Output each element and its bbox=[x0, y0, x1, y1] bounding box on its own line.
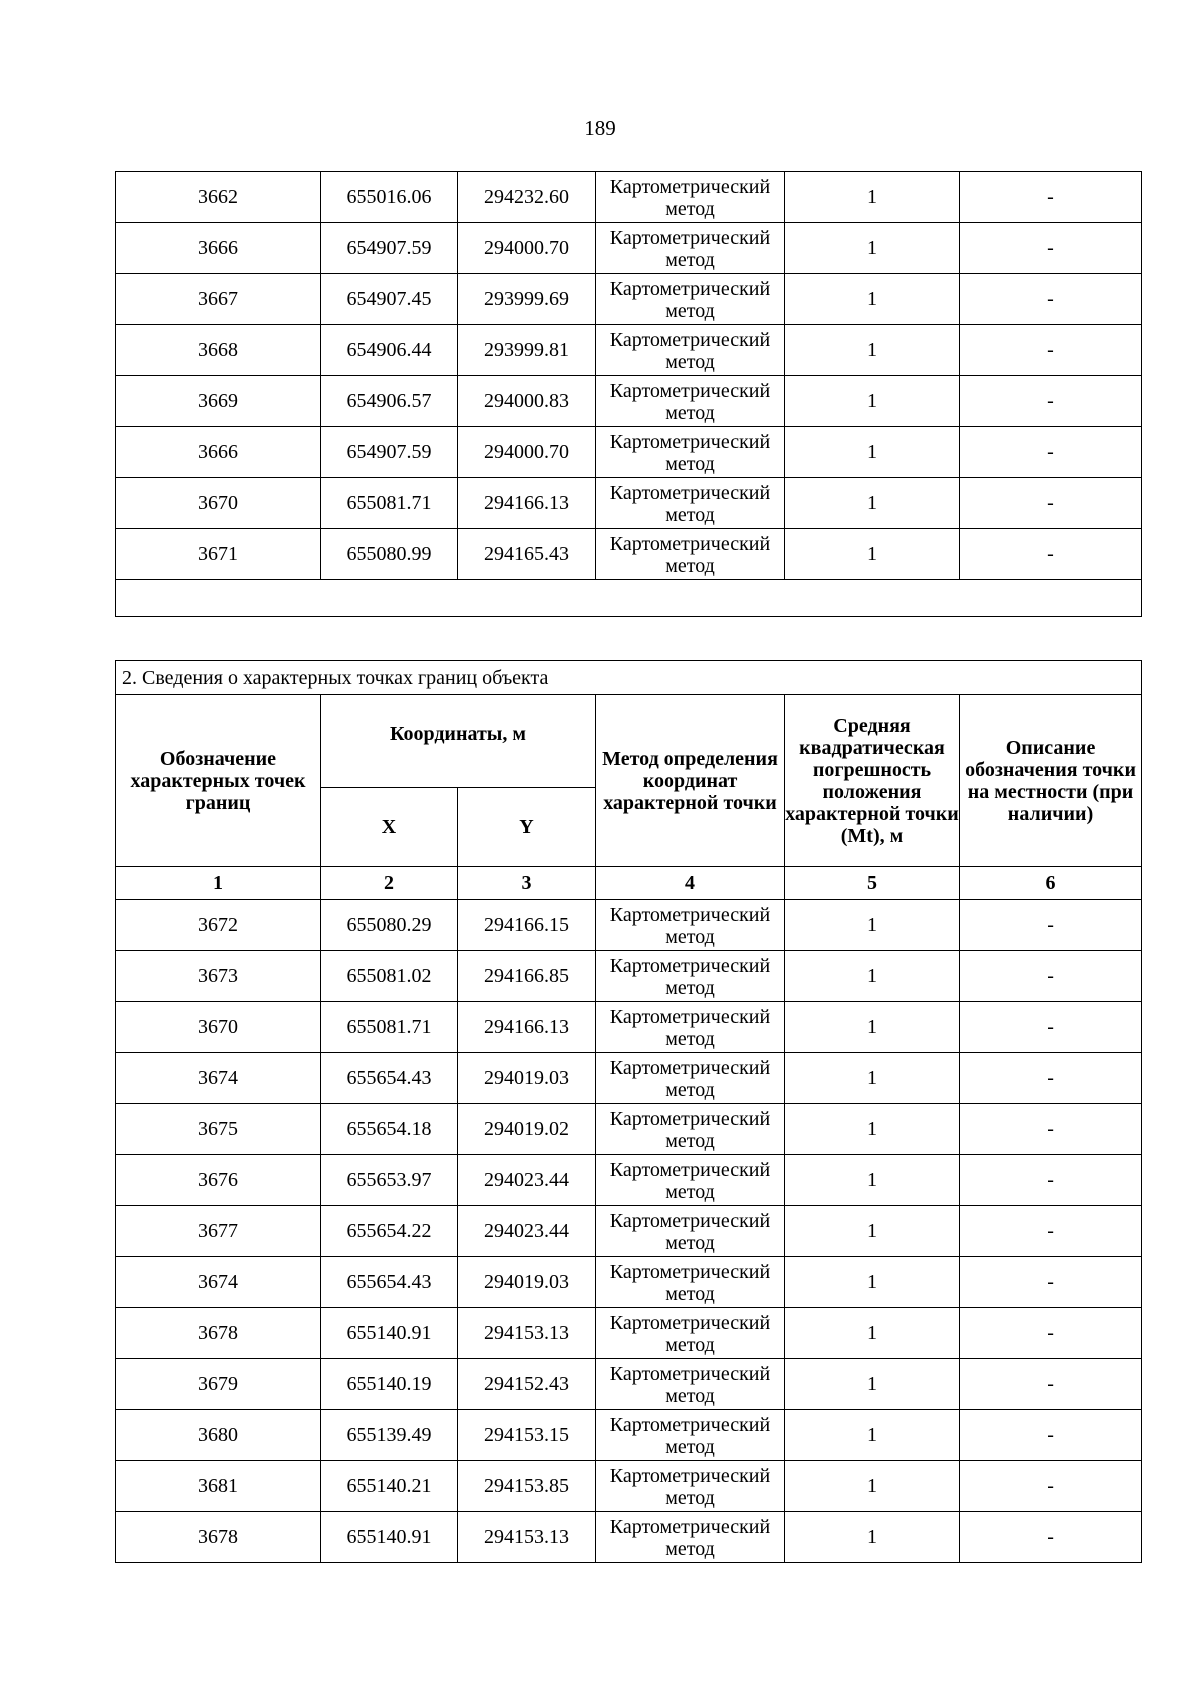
method-cell: Картометрический метод bbox=[596, 1257, 785, 1308]
error-cell: 1 bbox=[785, 325, 960, 376]
error-cell: 1 bbox=[785, 1155, 960, 1206]
point-cell: 3666 bbox=[116, 427, 321, 478]
method-cell: Картометрический метод bbox=[596, 900, 785, 951]
point-cell: 3670 bbox=[116, 1002, 321, 1053]
y-cell: 294000.70 bbox=[458, 223, 596, 274]
x-cell: 655081.71 bbox=[321, 478, 458, 529]
header-x: X bbox=[321, 788, 458, 867]
column-number: 3 bbox=[458, 867, 596, 900]
point-cell: 3662 bbox=[116, 172, 321, 223]
error-cell: 1 bbox=[785, 1257, 960, 1308]
table-row bbox=[116, 1155, 1142, 1206]
x-cell: 654906.57 bbox=[321, 376, 458, 427]
table-caption-row bbox=[116, 661, 1142, 695]
error-cell: 1 bbox=[785, 529, 960, 580]
description-cell: - bbox=[960, 1257, 1142, 1308]
x-cell: 655139.49 bbox=[321, 1410, 458, 1461]
table-row bbox=[116, 172, 1142, 223]
table-row bbox=[116, 1410, 1142, 1461]
description-cell: - bbox=[960, 900, 1142, 951]
description-cell: - bbox=[960, 1512, 1142, 1563]
table-row bbox=[116, 1257, 1142, 1308]
x-cell: 655654.43 bbox=[321, 1053, 458, 1104]
y-cell: 294153.13 bbox=[458, 1308, 596, 1359]
y-cell: 294166.85 bbox=[458, 951, 596, 1002]
error-cell: 1 bbox=[785, 478, 960, 529]
point-cell: 3680 bbox=[116, 1410, 321, 1461]
method-cell: Картометрический метод bbox=[596, 1461, 785, 1512]
y-cell: 294152.43 bbox=[458, 1359, 596, 1410]
error-cell: 1 bbox=[785, 1512, 960, 1563]
table-row bbox=[116, 529, 1142, 580]
table-2-body bbox=[116, 900, 1142, 1563]
error-cell: 1 bbox=[785, 1053, 960, 1104]
error-cell: 1 bbox=[785, 900, 960, 951]
error-cell: 1 bbox=[785, 1206, 960, 1257]
error-cell: 1 bbox=[785, 1002, 960, 1053]
table-row bbox=[116, 223, 1142, 274]
header-row bbox=[116, 695, 1142, 788]
point-cell: 3666 bbox=[116, 223, 321, 274]
description-cell: - bbox=[960, 172, 1142, 223]
y-cell: 294019.03 bbox=[458, 1257, 596, 1308]
y-cell: 294166.13 bbox=[458, 478, 596, 529]
method-cell: Картометрический метод bbox=[596, 223, 785, 274]
point-cell: 3679 bbox=[116, 1359, 321, 1410]
error-cell: 1 bbox=[785, 1308, 960, 1359]
header-method: Метод определения координат характерной точки bbox=[596, 695, 785, 867]
table-1-body bbox=[116, 172, 1142, 580]
description-cell: - bbox=[960, 1206, 1142, 1257]
method-cell: Картометрический метод bbox=[596, 274, 785, 325]
header-error: Средняя квадратическая погрешность положения характерной точки (Mt), м bbox=[785, 695, 960, 867]
point-cell: 3677 bbox=[116, 1206, 321, 1257]
method-cell: Картометрический метод bbox=[596, 1155, 785, 1206]
table-row bbox=[116, 427, 1142, 478]
x-cell: 655654.22 bbox=[321, 1206, 458, 1257]
error-cell: 1 bbox=[785, 1359, 960, 1410]
empty-cell bbox=[116, 580, 1142, 617]
description-cell: - bbox=[960, 1155, 1142, 1206]
column-number: 1 bbox=[116, 867, 321, 900]
point-cell: 3674 bbox=[116, 1053, 321, 1104]
description-cell: - bbox=[960, 1104, 1142, 1155]
method-cell: Картометрический метод bbox=[596, 1002, 785, 1053]
method-cell: Картометрический метод bbox=[596, 478, 785, 529]
y-cell: 293999.69 bbox=[458, 274, 596, 325]
y-cell: 294000.83 bbox=[458, 376, 596, 427]
x-cell: 655140.91 bbox=[321, 1512, 458, 1563]
method-cell: Картометрический метод bbox=[596, 427, 785, 478]
point-cell: 3668 bbox=[116, 325, 321, 376]
y-cell: 294153.13 bbox=[458, 1512, 596, 1563]
table-row bbox=[116, 325, 1142, 376]
y-cell: 294019.03 bbox=[458, 1053, 596, 1104]
x-cell: 654906.44 bbox=[321, 325, 458, 376]
table-row bbox=[116, 274, 1142, 325]
method-cell: Картометрический метод bbox=[596, 1104, 785, 1155]
description-cell: - bbox=[960, 1461, 1142, 1512]
y-cell: 294153.85 bbox=[458, 1461, 596, 1512]
error-cell: 1 bbox=[785, 1104, 960, 1155]
description-cell: - bbox=[960, 1053, 1142, 1104]
method-cell: Картометрический метод bbox=[596, 529, 785, 580]
table-row bbox=[116, 900, 1142, 951]
point-cell: 3675 bbox=[116, 1104, 321, 1155]
point-cell: 3681 bbox=[116, 1461, 321, 1512]
y-cell: 294000.70 bbox=[458, 427, 596, 478]
table-1-empty-row bbox=[116, 580, 1142, 617]
x-cell: 654907.59 bbox=[321, 223, 458, 274]
header-description: Описание обозначения точки на местности (при наличии) bbox=[960, 695, 1142, 867]
point-cell: 3669 bbox=[116, 376, 321, 427]
method-cell: Картометрический метод bbox=[596, 376, 785, 427]
description-cell: - bbox=[960, 325, 1142, 376]
method-cell: Картометрический метод bbox=[596, 1308, 785, 1359]
table-row bbox=[116, 951, 1142, 1002]
x-cell: 655654.43 bbox=[321, 1257, 458, 1308]
x-cell: 654907.45 bbox=[321, 274, 458, 325]
method-cell: Картометрический метод bbox=[596, 1410, 785, 1461]
point-cell: 3667 bbox=[116, 274, 321, 325]
x-cell: 655140.19 bbox=[321, 1359, 458, 1410]
error-cell: 1 bbox=[785, 951, 960, 1002]
y-cell: 294153.15 bbox=[458, 1410, 596, 1461]
boundary-points-table bbox=[115, 660, 1142, 1563]
page-number: 189 bbox=[584, 116, 616, 140]
x-cell: 655140.91 bbox=[321, 1308, 458, 1359]
x-cell: 655653.97 bbox=[321, 1155, 458, 1206]
x-cell: 655140.21 bbox=[321, 1461, 458, 1512]
description-cell: - bbox=[960, 1359, 1142, 1410]
table-caption: 2. Сведения о характерных точках границ объекта bbox=[116, 661, 1142, 695]
method-cell: Картометрический метод bbox=[596, 1359, 785, 1410]
y-cell: 294023.44 bbox=[458, 1155, 596, 1206]
point-cell: 3670 bbox=[116, 478, 321, 529]
point-cell: 3676 bbox=[116, 1155, 321, 1206]
x-cell: 655654.18 bbox=[321, 1104, 458, 1155]
description-cell: - bbox=[960, 223, 1142, 274]
x-cell: 655081.71 bbox=[321, 1002, 458, 1053]
x-cell: 654907.59 bbox=[321, 427, 458, 478]
method-cell: Картометрический метод bbox=[596, 325, 785, 376]
column-number: 4 bbox=[596, 867, 785, 900]
point-cell: 3671 bbox=[116, 529, 321, 580]
y-cell: 294165.43 bbox=[458, 529, 596, 580]
point-cell: 3678 bbox=[116, 1308, 321, 1359]
description-cell: - bbox=[960, 427, 1142, 478]
description-cell: - bbox=[960, 1002, 1142, 1053]
point-cell: 3678 bbox=[116, 1512, 321, 1563]
description-cell: - bbox=[960, 529, 1142, 580]
x-cell: 655016.06 bbox=[321, 172, 458, 223]
header-coordinates: Координаты, м bbox=[321, 695, 596, 788]
table-row bbox=[116, 1053, 1142, 1104]
y-cell: 294023.44 bbox=[458, 1206, 596, 1257]
table-row bbox=[116, 376, 1142, 427]
description-cell: - bbox=[960, 274, 1142, 325]
point-cell: 3673 bbox=[116, 951, 321, 1002]
method-cell: Картометрический метод bbox=[596, 1512, 785, 1563]
y-cell: 294166.15 bbox=[458, 900, 596, 951]
table-row bbox=[116, 1461, 1142, 1512]
description-cell: - bbox=[960, 376, 1142, 427]
y-cell: 294019.02 bbox=[458, 1104, 596, 1155]
table-row bbox=[116, 1206, 1142, 1257]
x-cell: 655081.02 bbox=[321, 951, 458, 1002]
header-y: Y bbox=[458, 788, 596, 867]
table-row bbox=[116, 478, 1142, 529]
method-cell: Картометрический метод bbox=[596, 951, 785, 1002]
table-row bbox=[116, 1002, 1142, 1053]
description-cell: - bbox=[960, 1308, 1142, 1359]
error-cell: 1 bbox=[785, 427, 960, 478]
error-cell: 1 bbox=[785, 172, 960, 223]
column-number: 6 bbox=[960, 867, 1142, 900]
method-cell: Картометрический метод bbox=[596, 172, 785, 223]
boundary-points-table-continued bbox=[115, 171, 1142, 617]
error-cell: 1 bbox=[785, 274, 960, 325]
x-cell: 655080.29 bbox=[321, 900, 458, 951]
table-row bbox=[116, 1512, 1142, 1563]
description-cell: - bbox=[960, 951, 1142, 1002]
y-cell: 294166.13 bbox=[458, 1002, 596, 1053]
description-cell: - bbox=[960, 1410, 1142, 1461]
point-cell: 3672 bbox=[116, 900, 321, 951]
y-cell: 294232.60 bbox=[458, 172, 596, 223]
error-cell: 1 bbox=[785, 223, 960, 274]
description-cell: - bbox=[960, 478, 1142, 529]
table-row bbox=[116, 1359, 1142, 1410]
method-cell: Картометрический метод bbox=[596, 1206, 785, 1257]
column-number: 5 bbox=[785, 867, 960, 900]
column-numbers-row bbox=[116, 867, 1142, 900]
method-cell: Картометрический метод bbox=[596, 1053, 785, 1104]
x-cell: 655080.99 bbox=[321, 529, 458, 580]
error-cell: 1 bbox=[785, 376, 960, 427]
error-cell: 1 bbox=[785, 1410, 960, 1461]
table-row bbox=[116, 1308, 1142, 1359]
column-number: 2 bbox=[321, 867, 458, 900]
y-cell: 293999.81 bbox=[458, 325, 596, 376]
header-point: Обозначение характерных точек границ bbox=[116, 695, 321, 867]
point-cell: 3674 bbox=[116, 1257, 321, 1308]
error-cell: 1 bbox=[785, 1461, 960, 1512]
table-row bbox=[116, 1104, 1142, 1155]
